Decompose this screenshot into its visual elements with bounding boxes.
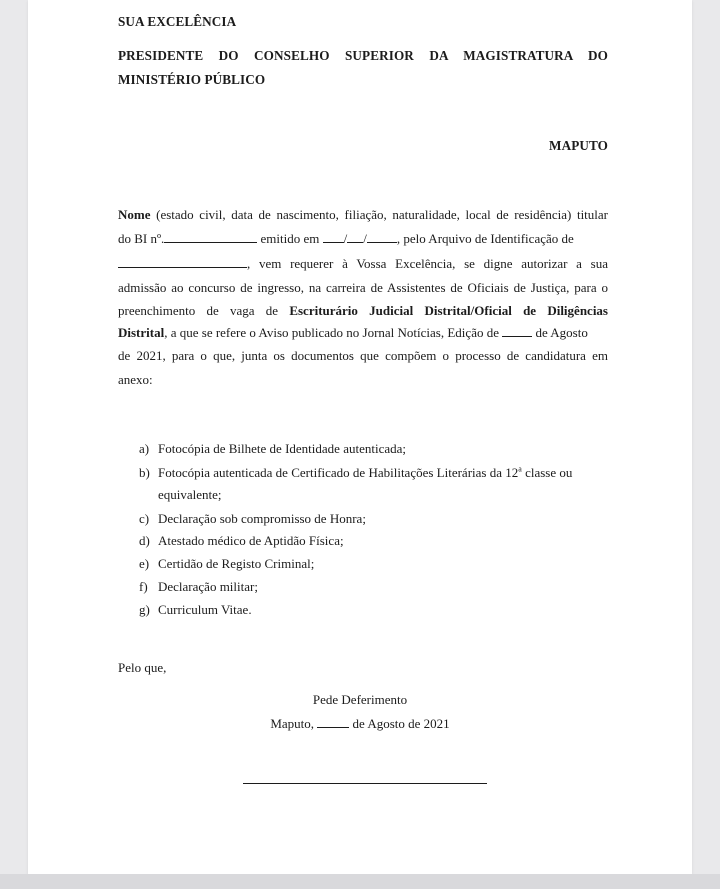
body-line-7: de 2021, para o que, junta os documentos que compõem o processo de candidatura em: [118, 348, 608, 363]
issue-day-blank: [323, 231, 344, 243]
body-line-3: , vem requerer à Vossa Excelência, se digne autorizar a sua: [118, 256, 608, 272]
city-header: MAPUTO: [549, 138, 608, 153]
list-item: f) Declaração militar;: [139, 579, 258, 594]
issue-year-blank: [367, 231, 397, 243]
list-item: c) Declaração sob compromisso de Honra;: [139, 511, 366, 526]
list-item: d) Atestado médico de Aptidão Física;: [139, 533, 344, 548]
body-line-1: Nome (estado civil, data de nascimento, filiação, naturalidade, local de residência) titular: [118, 207, 608, 222]
issue-month-blank: [347, 231, 363, 243]
body-line-5: preenchimento de vaga de Escriturário Judicial Distrital/Oficial de Diligências: [118, 303, 608, 318]
position-title: Escriturário Judicial Distrital/Oficial de Diligências: [289, 303, 608, 318]
list-item: e) Certidão de Registo Criminal;: [139, 556, 315, 571]
place-date: Maputo, de Agosto de 2021: [270, 716, 450, 731]
bottom-strip: [0, 874, 720, 889]
addressee-line-1: PRESIDENTE DO CONSELHO SUPERIOR DA MAGISTRATURA DO: [118, 48, 609, 63]
request-phrase: Pede Deferimento: [312, 692, 408, 707]
body-line-4: admissão ao concurso de ingresso, na carreira de Assistentes de Oficiais de Justiça, para o: [118, 280, 608, 295]
addressee-line-2: MINISTÉRIO PÚBLICO: [118, 72, 266, 87]
document-page: [28, 0, 692, 874]
body-line-2: do BI nº. emitido em / / , pelo Arquivo de Identificação de: [118, 231, 574, 246]
identification-office-blank: [118, 256, 247, 268]
closing-phrase: Pelo que,: [118, 660, 167, 675]
body-line-6: Distrital, a que se refere o Aviso publicado no Jornal Notícias, Edição de de Agosto: [118, 325, 588, 340]
edition-day-blank: [502, 325, 532, 337]
list-item: a) Fotocópia de Bilhete de Identidade autenticada;: [139, 441, 406, 456]
list-item-continuation: equivalente;: [158, 487, 222, 502]
list-item: b) Fotocópia autenticada de Certificado de Habilitações Literárias da 12$^a$ classe ou: [139, 464, 573, 480]
signature-line: [243, 783, 487, 784]
date-day-blank: [317, 716, 349, 728]
salutation: SUA EXCELÊNCIA: [118, 14, 237, 29]
body-line-8: anexo:: [118, 372, 153, 387]
list-item: g) Curriculum Vitae.: [139, 602, 252, 617]
name-label: Nome: [118, 207, 151, 222]
bi-number-blank: [164, 231, 257, 243]
